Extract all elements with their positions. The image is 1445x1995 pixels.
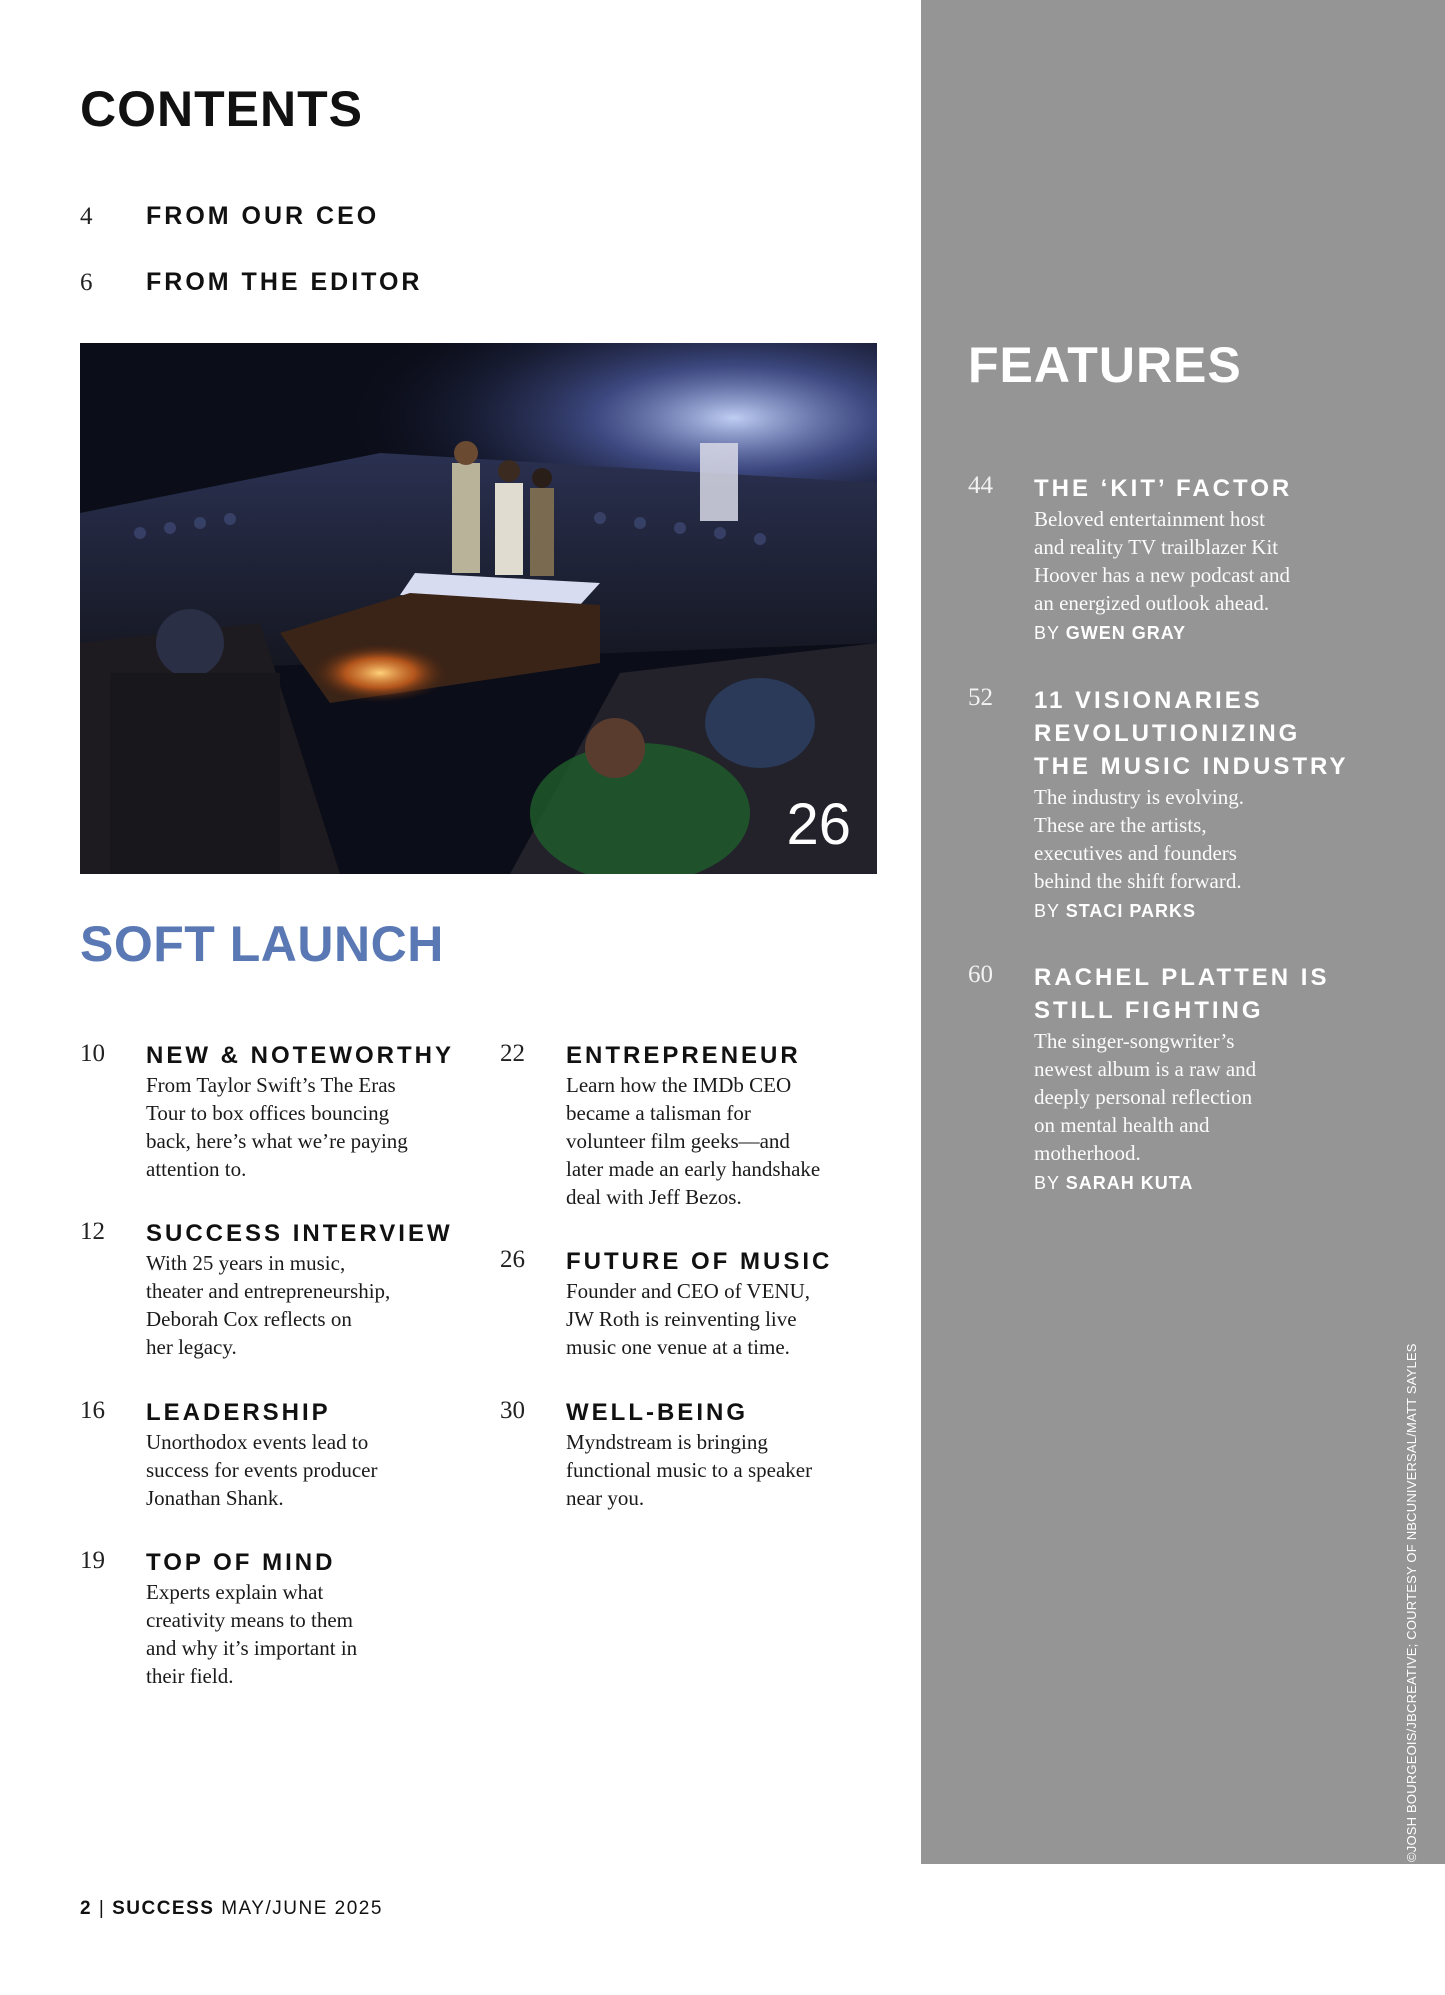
toc-entry-description: Learn how the IMDb CEO became a talisman for volunteer film geeks—and later made an early handshake deal with Jeff Bezos. <box>566 1073 821 1209</box>
toc-entry-description: Myndstream is bringing functional music to a speaker near you. <box>566 1430 813 1510</box>
toc-entry-description: With 25 years in music, theater and entrepreneurship, Deborah Cox reflects on her legacy. <box>146 1251 391 1359</box>
feature-title: 11 VISIONARIES REVOLUTIONIZING THE MUSIC INDUSTRY <box>1034 687 1349 780</box>
toc-item-title: FROM THE EDITOR <box>146 268 423 296</box>
toc-item-title: FROM OUR CEO <box>146 202 380 230</box>
page-footer <box>80 1898 383 1920</box>
feature-title: RACHEL PLATTEN IS STILL FIGHTING <box>1034 964 1330 1024</box>
toc-entry-description: Unorthodox events lead to success for events producer Jonathan Shank. <box>146 1430 378 1510</box>
footer-issue: MAY/JUNE 2025 <box>221 1898 383 1919</box>
photo-credit: ©JOSH BOURGEOIS/JBCREATIVE; COURTESY OF NBCUNIVERSAL/MATT SAYLES <box>1404 1343 1419 1862</box>
toc-item-from-the-editor[interactable] <box>80 268 422 308</box>
feature-author: GWEN GRAY <box>1065 623 1187 643</box>
toc-page-number: 22 <box>500 1040 525 1067</box>
footer-page-number: 2 <box>80 1898 93 1919</box>
toc-entry-title: FUTURE OF MUSIC <box>566 1248 833 1275</box>
feature-author: SARAH KUTA <box>1065 1173 1194 1193</box>
feature-page-number: 60 <box>968 961 993 988</box>
feature-author: STACI PARKS <box>1065 901 1197 921</box>
toc-page-number: 10 <box>80 1040 105 1067</box>
toc-entry-title: NEW & NOTEWORTHY <box>146 1042 454 1069</box>
feature-description: The industry is evolving. These are the artists, executives and founders behind the shift forward. <box>1034 785 1244 893</box>
concert-photo-illustration <box>80 343 877 874</box>
concert-photo[interactable] <box>80 343 877 874</box>
toc-item-from-our-ceo[interactable] <box>80 202 379 242</box>
toc-page-number: 19 <box>80 1547 105 1574</box>
toc-entry-title: TOP OF MIND <box>146 1549 336 1576</box>
toc-entry-title: WELL-BEING <box>566 1399 748 1426</box>
feature-byline: BY SARAH KUTA <box>1034 1173 1194 1193</box>
toc-page-number: 12 <box>80 1218 105 1245</box>
feature-page-number: 44 <box>968 472 993 499</box>
toc-entry-title: SUCCESS INTERVIEW <box>146 1220 453 1247</box>
features-sidebar-background <box>921 0 1445 1864</box>
section-heading-soft-launch: SOFT LAUNCH <box>80 916 444 972</box>
toc-page-number: 26 <box>500 1246 525 1273</box>
feature-title: THE ‘KIT’ FACTOR <box>1034 475 1293 502</box>
toc-page-number: 16 <box>80 1397 105 1424</box>
page-title: CONTENTS <box>80 81 363 137</box>
footer-brand: SUCCESS <box>112 1898 215 1919</box>
toc-entry-description: From Taylor Swift’s The Eras Tour to box offices bouncing back, here’s what we’re paying attention to. <box>146 1073 408 1181</box>
toc-page-number: 4 <box>80 203 93 230</box>
feature-description: The singer-songwriter’s newest album is a raw and deeply personal reflection on mental health and motherhood. <box>1034 1029 1257 1165</box>
toc-page-number: 30 <box>500 1397 525 1424</box>
toc-entry-description: Experts explain what creativity means to them and why it’s important in their field. <box>146 1580 358 1688</box>
feature-byline: BY GWEN GRAY <box>1034 623 1187 643</box>
toc-entry-title: ENTREPRENEUR <box>566 1042 801 1069</box>
feature-description: Beloved entertainment host and reality TV trailblazer Kit Hoover has a new podcast and an energized outlook ahead. <box>1034 507 1290 615</box>
footer-separator: | <box>98 1898 106 1919</box>
feature-page-number: 52 <box>968 684 993 711</box>
photo-page-label: 26 <box>786 792 851 857</box>
section-heading-features: FEATURES <box>968 337 1242 393</box>
toc-page-number: 6 <box>80 269 93 296</box>
toc-entry-title: LEADERSHIP <box>146 1399 331 1426</box>
toc-entry-description: Founder and CEO of VENU, JW Roth is reinventing live music one venue at a time. <box>566 1279 811 1359</box>
feature-byline: BY STACI PARKS <box>1034 901 1197 921</box>
